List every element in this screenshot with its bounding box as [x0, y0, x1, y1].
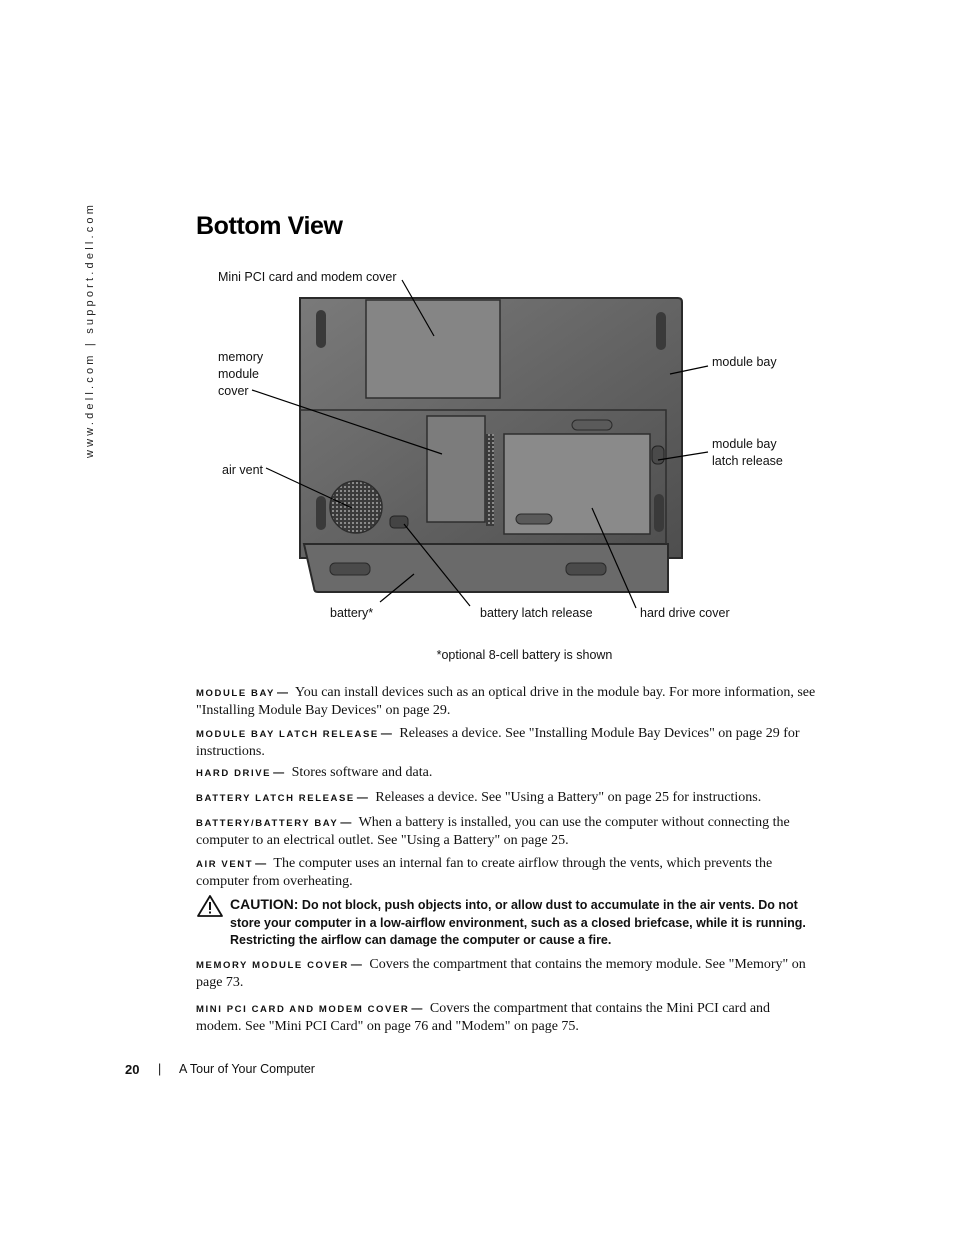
chapter-title: A Tour of Your Computer — [179, 1062, 315, 1076]
entry-term: AIR VENT — [196, 859, 254, 870]
entry-text: Releases a device. See "Using a Battery" on page 25 for instructions. — [375, 790, 762, 805]
entry-term: MEMORY MODULE COVER — [196, 960, 349, 971]
entry-term: HARD DRIVE — [196, 768, 272, 779]
entry-term: BATTERY/BATTERY BAY — [196, 818, 339, 829]
caution-label: CAUTION: — [230, 896, 299, 912]
callout-module-bay: module bay — [712, 355, 777, 369]
callout-hard-drive: hard drive cover — [640, 606, 730, 620]
warning-triangle-icon — [196, 894, 224, 918]
em-dash: — — [255, 858, 267, 870]
entry-module-bay-latch — [196, 725, 816, 760]
page-number: 20 — [125, 1062, 140, 1077]
callout-memory-module-cover: memory module cover — [218, 350, 264, 398]
bottom-view-figure — [196, 262, 816, 632]
entry-term: BATTERY LATCH RELEASE — [196, 793, 355, 804]
entry-air-vent — [196, 855, 816, 890]
em-dash: — — [340, 817, 352, 829]
entry-term: MODULE BAY — [196, 688, 275, 699]
entry-battery-latch — [196, 789, 816, 807]
em-dash: — — [411, 1003, 423, 1015]
entry-battery-bay — [196, 814, 816, 849]
page-title: Bottom View — [196, 212, 343, 240]
em-dash: — — [380, 728, 392, 740]
em-dash: — — [273, 767, 285, 779]
em-dash: — — [277, 687, 288, 699]
entry-text: Covers the compartment that contains the Mini PCI card and modem. See "Mini PCI Card" on page 76 and "Modem" on page 75. — [196, 1001, 771, 1034]
entry-term: MODULE BAY LATCH RELEASE — [196, 729, 379, 740]
entry-text: When a battery is installed, you can use the computer without connecting the computer to an electrical outlet. See "Using a Battery" on page 25. — [196, 815, 790, 848]
entry-text: You can install devices such as an optical drive in the module bay. For more information, see "Installing Module Bay Devices" on page 29. — [196, 685, 816, 718]
entry-mini-pci-cover — [196, 1000, 816, 1035]
caution-body: Do not block, push objects into, or allow dust to accumulate in the air vents. Do not store your computer in a low-airflow environment, such as a closed briefcase, while it is running. Restricting the airflow can damage the computer or cause a fire. — [230, 898, 806, 947]
entry-module-bay — [196, 684, 816, 719]
footer-separator: | — [158, 1062, 162, 1076]
callout-air-vent: air vent — [222, 463, 263, 477]
side-url: www.dell.com | support.dell.com — [84, 201, 96, 458]
entry-term: MINI PCI CARD AND MODEM COVER — [196, 1004, 410, 1015]
entry-hard-drive — [196, 764, 816, 782]
figure-footnote: *optional 8-cell battery is shown — [436, 648, 613, 662]
callout-mini-pci: Mini PCI card and modem cover — [218, 270, 397, 284]
callout-battery-latch: battery latch release — [480, 606, 593, 620]
entry-text: Releases a device. See "Installing Module Bay Devices" on page 29 for instructions. — [196, 726, 800, 759]
callout-battery: battery* — [330, 606, 374, 620]
em-dash: — — [356, 792, 368, 804]
em-dash: — — [350, 959, 362, 971]
entry-text: Stores software and data. — [291, 765, 433, 780]
caution-text-block — [230, 896, 820, 950]
entry-memory-module-cover — [196, 956, 816, 991]
entry-text: The computer uses an internal fan to create airflow through the vents, which prevents the computer from overheating. — [196, 856, 773, 889]
entry-text: Covers the compartment that contains the memory module. See "Memory" on page 73. — [196, 957, 806, 990]
callout-module-bay-latch: module bay latch release — [712, 437, 783, 468]
